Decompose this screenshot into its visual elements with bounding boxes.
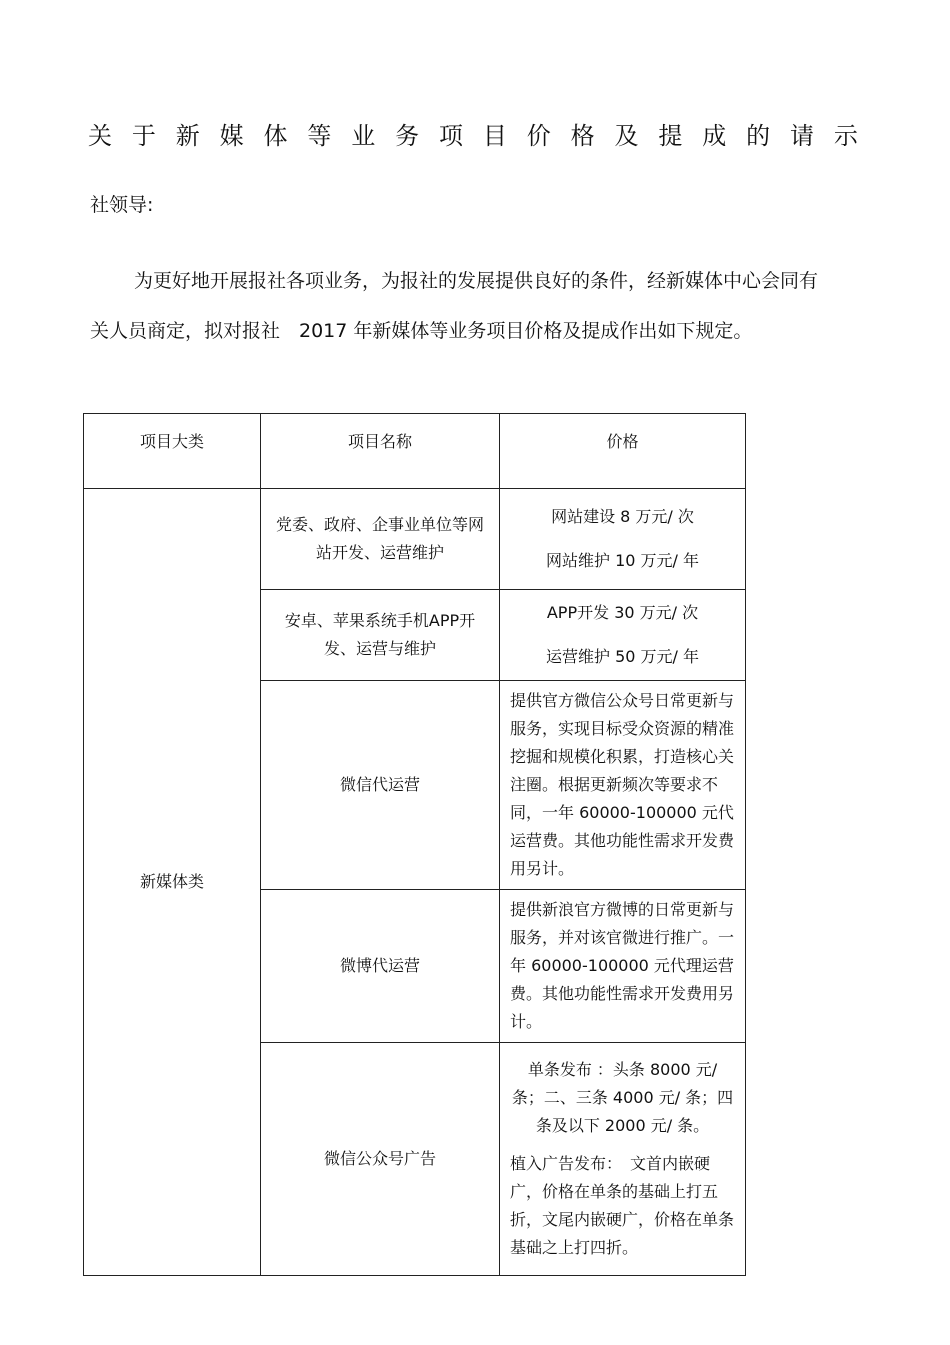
item-name-cell: 微信公众号广告 [261,1043,500,1276]
price-cell [500,590,746,681]
price-cell: 提供新浪官方微博的日常更新与服务，并对该官微进行推广。一年 60000-100000 元代理运营费。其他功能性需求开发费用另计。 [500,890,746,1043]
title-char: 新 [175,122,200,150]
item-name-cell: 微博代运营 [261,890,500,1043]
header-name: 项目名称 [261,414,500,489]
header-category: 项目大类 [84,414,261,489]
intro-paragraph [90,256,830,356]
title-char: 成 [702,122,727,150]
price-line: APP开发 30 万元/ 次 [546,603,699,622]
table-row [84,489,746,590]
title-char: 关 [88,122,112,150]
title-char: 格 [570,122,595,150]
price-cell [500,1043,746,1276]
price-line: 运营维护 50 万元/ 年 [545,647,699,666]
title-char: 请 [790,122,814,150]
price-cell: 提供官方微信公众号日常更新与服务，实现目标受众资源的精准挖掘和规模化积累，打造核心关注圈。根据更新频次等要求不同，一年 60000-100000 元代运营费。其他功能性需求开发费用另计。 [500,681,746,890]
header-price: 价格 [500,414,746,489]
price-part: 植入广告发布： 文首内嵌硬广，价格在单条的基础上打五折，文尾内嵌硬广，价格在单条基础之上打四折。 [510,1154,735,1257]
title-char: 业 [351,122,376,150]
price-line: 网站维护 10 万元/ 年 [545,551,699,570]
document-title [88,118,858,154]
title-char: 等 [307,122,332,150]
table-header-row [84,414,746,489]
category-cell: 新媒体类 [84,489,261,1276]
title-char: 及 [614,122,639,150]
title-char: 价 [526,122,551,150]
spacer [510,531,735,547]
spacer [510,627,735,643]
item-name-cell: 安卓、苹果系统手机APP开发、运营与维护 [261,590,500,681]
price-line: 网站建设 8 万元/ 次 [551,507,694,526]
item-name-cell: 党委、政府、企事业单位等网站开发、运营维护 [261,489,500,590]
greeting: 社领导: [90,194,154,216]
title-char: 媒 [219,122,244,150]
title-char: 项 [439,122,463,150]
price-table [83,413,746,1276]
title-char: 示 [833,122,858,150]
title-char: 提 [658,122,683,150]
intro-paragraph-text: 为更好地开展报社各项业务，为报社的发展提供良好的条件，经新媒体中心会同有关人员商定，拟对报社 2017 年新媒体等业务项目价格及提成作出如下规定。 [90,270,819,342]
title-char: 的 [746,122,771,150]
item-name-cell: 微信代运营 [261,681,500,890]
title-char: 务 [395,122,420,150]
title-char: 体 [263,122,288,150]
spacer [510,1140,735,1150]
price-cell [500,489,746,590]
title-char: 于 [131,122,156,150]
price-part: 单条发布 ：头条 8000 元/ 条；二、三条 4000 元/ 条；四条及以下 2000 元/ 条。 [511,1060,734,1135]
title-char: 目 [482,122,507,150]
